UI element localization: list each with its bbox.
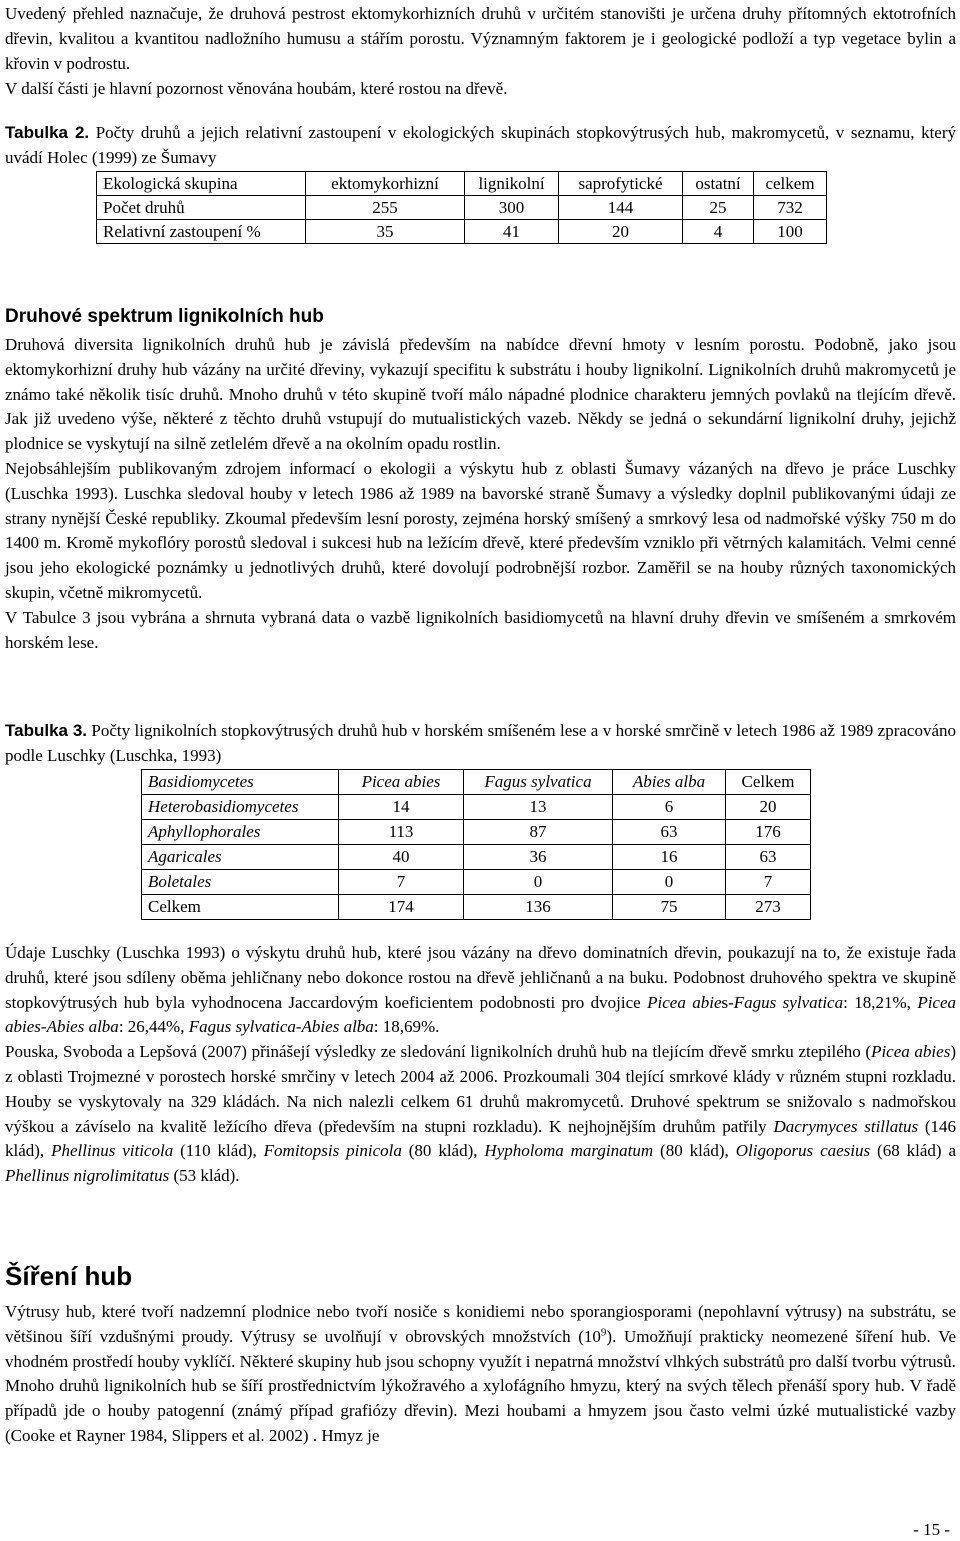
- table-cell: 144: [559, 196, 683, 220]
- text-run: (68 klád) a: [870, 1141, 957, 1161]
- species-name: Fagus sylvatica: [733, 992, 844, 1012]
- text-run: : 18,69%.: [373, 1017, 440, 1037]
- table-row: [142, 820, 811, 845]
- table-cell: 136: [464, 895, 613, 920]
- species-name: Picea abies: [871, 1042, 951, 1062]
- table-row: [142, 870, 811, 895]
- table-cell: Boletales: [142, 870, 339, 895]
- table-row: [142, 845, 811, 870]
- table-cell: 6: [613, 795, 726, 820]
- table2-label: Tabulka 2.: [5, 123, 90, 142]
- species-name: Oligoporus caesius: [735, 1141, 871, 1161]
- text-run: : 18,21%,: [843, 992, 918, 1012]
- table-cell: 113: [339, 820, 464, 845]
- table-cell: 75: [613, 895, 726, 920]
- table-cell: 255: [306, 196, 465, 220]
- table-header-cell: ektomykorhizní: [306, 172, 465, 196]
- text-run: (110 klád),: [173, 1141, 264, 1161]
- table3-caption-text: Počty lignikolních stopkovýtrusých druhů hub v horském smíšeném lese a v horské smrčině v letech 1986 až 1989 zpracováno podle Luschky (Luschka, 1993): [5, 721, 956, 765]
- exponent: 9: [600, 1326, 607, 1339]
- table-cell: Agaricales: [142, 845, 339, 870]
- text-run: : 26,44%,: [118, 1017, 189, 1037]
- text-run: (146 klád),: [5, 1116, 956, 1161]
- table-row: [97, 220, 827, 244]
- table3: [141, 769, 811, 920]
- section-heading: Šíření hub: [5, 1261, 133, 1291]
- table-row: [142, 795, 811, 820]
- table3-caption: [5, 719, 956, 769]
- table-cell: 63: [726, 845, 811, 870]
- table-cell: 4: [683, 220, 754, 244]
- table-cell: 20: [726, 795, 811, 820]
- species-name: Hypholoma marginatum: [484, 1141, 654, 1161]
- table3-label: Tabulka 3.: [5, 721, 88, 740]
- after-table3-body: [5, 941, 956, 1189]
- table-cell: 7: [726, 870, 811, 895]
- table3-header-row: [142, 770, 811, 795]
- table-cell: 20: [559, 220, 683, 244]
- table2-caption-text: Počty druhů a jejich relativní zastoupení v ekologických skupinách stopkovýtrusých hub, makromycetů, v seznamu, který uvádí Holec (1999) ze Šumavy: [5, 123, 956, 167]
- species-name: Abies alba: [46, 1017, 119, 1037]
- table-cell: Počet druhů: [97, 196, 306, 220]
- table-header-cell: Ekologická skupina: [97, 172, 306, 196]
- section-heading: Druhové spektrum lignikolních hub: [5, 306, 324, 327]
- table-cell: Aphyllophorales: [142, 820, 339, 845]
- table-cell: 174: [339, 895, 464, 920]
- table-cell: 40: [339, 845, 464, 870]
- table-cell: 35: [306, 220, 465, 244]
- table-cell: 0: [464, 870, 613, 895]
- body-paragraph: [5, 1300, 956, 1374]
- species-name: Fomitopsis pinicola: [263, 1141, 402, 1161]
- page-number: - 15 -: [913, 1520, 950, 1539]
- body-paragraph: Druhová diversita lignikolních druhů hub je závislá především na nabídce dřevní hmoty v lesním porostu. Podobně, jako jsou ektomykorhizní druhy hub vázány na určité dřeviny, vykazují specifitu k substrátu i houby lignikolní. Lignikolních druhů makromycetů je známo také několik tisíc druhů. Mnoho druhů v této skupině tvoří málo nápadné plodnice charakteru jemných povlaků na tlejícím dřevě. Jak již uvedeno výše, některé z těchto druhů vstupují do mutualistických vazeb. Někdy se jedná o sekundární lignikolní druhy, jejichž plodnice se vyskytují na silně zetlelém dřevě a na okolním opadu rostlin.: [5, 335, 956, 454]
- table-cell: 176: [726, 820, 811, 845]
- species-name: Picea abies: [5, 992, 957, 1037]
- table-cell: 14: [339, 795, 464, 820]
- intro-paragraph: V další části je hlavní pozornost věnována houbám, které rostou na dřevě.: [5, 79, 508, 98]
- text-run: (53 klád).: [169, 1166, 240, 1186]
- text-run: (80 klád),: [401, 1141, 485, 1161]
- table-cell: 732: [754, 196, 827, 220]
- body-paragraph: [5, 941, 956, 1040]
- species-name: Fagus sylvatica: [188, 1017, 296, 1037]
- body-paragraph: V Tabulce 3 jsou vybrána a shrnuta vybraná data o vazbě lignikolních basidiomycetů na hlavní druhy dřevin ve smíšeném a smrkovém horském lese.: [5, 607, 956, 652]
- table-cell: Heterobasidiomycetes: [142, 795, 339, 820]
- text-run: s-: [721, 992, 734, 1012]
- intro-paragraph: Uvedený přehled naznačuje, že druhová pestrost ektomykorhizních druhů v určitém stanovišti je určena druhy přítomných ektotrofních dřevin, kvalitou a kvantitou nadložního humusu a stářím porostu. Významným faktorem je i geologické podloží a typ vegetace bylin a křovin v podrostu.: [5, 4, 956, 73]
- text-run: ). Umožňují prakticky neomezené šíření hub. Ve vhodném prostředí houby vyklíčí. Některé skupiny hub jsou schopny využít i nepatrná množství vlhkých substrátů pro další tvorbu výtrusů.: [5, 1326, 957, 1371]
- table2: [96, 171, 827, 244]
- table-cell: Celkem: [142, 895, 339, 920]
- table-cell: 7: [339, 870, 464, 895]
- species-name: Dacrymyces stillatus: [773, 1116, 919, 1136]
- table-cell: 41: [465, 220, 559, 244]
- table2-header-row: [97, 172, 827, 196]
- text-run: -: [295, 1017, 302, 1037]
- table-cell: 0: [613, 870, 726, 895]
- text-run: Údaje Luschky (Luschka 1993) o výskytu druhů hub, které jsou vázány na dřevo dominatních dřevin, poukazují na to, že existuje řada druhů, které jsou sdíleny oběma jehličnany nebo dokonce rostou na dřevě jehličnanů a na buku. Podobnost druhového spektra ve skupině stopkovýtrusých hub byla vyhodnocena Jaccardovým koeficientem podobnosti pro dvojice: [5, 943, 956, 1012]
- table-header-cell: Basidiomycetes: [142, 770, 339, 795]
- table-header-cell: Picea abies: [339, 770, 464, 795]
- table-cell: 13: [464, 795, 613, 820]
- table-header-cell: Abies alba: [613, 770, 726, 795]
- table2-caption: [5, 121, 956, 171]
- section2-body: [5, 1300, 956, 1449]
- table-header-cell: ostatní: [683, 172, 754, 196]
- species-name: Phellinus viticola: [51, 1141, 174, 1161]
- text-run: (80 klád),: [653, 1141, 736, 1161]
- table-header-cell: celkem: [754, 172, 827, 196]
- body-paragraph: [5, 1040, 956, 1189]
- body-paragraph: Nejobsáhlejším publikovaným zdrojem informací o ekologii a výskytu hub z oblasti Šumavy vázaných na dřevo je práce Luschky (Luschka 1993). Luschka sledoval houby v letech 1986 až 1989 na bavorské straně Šumavy a výsledky doplnil publikovanými údaji ze strany nynější České republiky. Zkoumal především lesní porosty, zejména horský smíšený a smrkový lesa od nadmořské výšky 750 m do 1400 m. Kromě mykoflóry porostů sledoval i sukcesi hub na ležícím dřevě, které především vzniklo při větrných kalamitách. Velmi cenné jsou jeho ekologické poznámky u jednotlivých druhů, které dovolují podrobnější rozbor. Zaměřil se na houby různých taxonomických skupin, včetně mikromycetů.: [5, 458, 956, 602]
- table-cell: Relativní zastoupení %: [97, 220, 306, 244]
- table-cell: 100: [754, 220, 827, 244]
- text-run: ) z oblasti Trojmezné v porostech horské smrčiny v letech 2004 až 2006. Prozkoumali 304 tlející smrkové klády v různém stupni rozkladu. Houby se vyskytovaly na 329 kládách. Na nich nalezli celkem 61 druhů makromycetů. Druhové spektrum se snižovalo s nadmořskou výškou a závíselo na kvalitě ležícího dřeva (především na stupni rozkladu). K nejhojnějším druhům patřily: [5, 1042, 956, 1136]
- species-name: Abies alba: [301, 1017, 374, 1037]
- intro-text: [5, 1, 956, 101]
- text-run: Výtrusy hub, které tvoří nadzemní plodnice nebo tvoří nosiče s konidiemi nebo sporangiosporami (nepohlavní výtrusy) na substrátu, se většinou šíří vzdušnými proudy. Výtrusy se uvolňují v obrovských množstvích (10: [5, 1302, 956, 1346]
- table-cell: 16: [613, 845, 726, 870]
- text-run: -: [40, 1017, 47, 1037]
- table-cell: 36: [464, 845, 613, 870]
- table-header-cell: Fagus sylvatica: [464, 770, 613, 795]
- text-run: Pouska, Svoboda a Lepšová (2007) přinášejí výsledky ze sledování lignikolních druhů hub na tlejícím dřevě smrku ztepilého (: [5, 1042, 872, 1062]
- species-name: Phellinus nigrolimitatus: [5, 1166, 170, 1186]
- species-name: Picea abie: [647, 992, 722, 1012]
- table-cell: 87: [464, 820, 613, 845]
- table-cell: 273: [726, 895, 811, 920]
- section1-body: [5, 333, 956, 655]
- table-row: [97, 196, 827, 220]
- table-header-cell: Celkem: [726, 770, 811, 795]
- table-cell: 300: [465, 196, 559, 220]
- table-header-cell: lignikolní: [465, 172, 559, 196]
- body-paragraph: Mnoho druhů lignikolních hub se šíří prostřednictvím lýkožravého a xylofágního hmyzu, který na svých tělech přenáší spory hub. V řadě případů jde o houby patogenní (známý případ grafiózy dřevin). Mezi houbami a hmyzem jsou často velmi úzké mutualistické vazby (Cooke et Rayner 1984, Slippers et al. 2002) . Hmyz je: [5, 1376, 956, 1445]
- table-cell: 63: [613, 820, 726, 845]
- table-header-cell: saprofytické: [559, 172, 683, 196]
- table-row: [142, 895, 811, 920]
- table-cell: 25: [683, 196, 754, 220]
